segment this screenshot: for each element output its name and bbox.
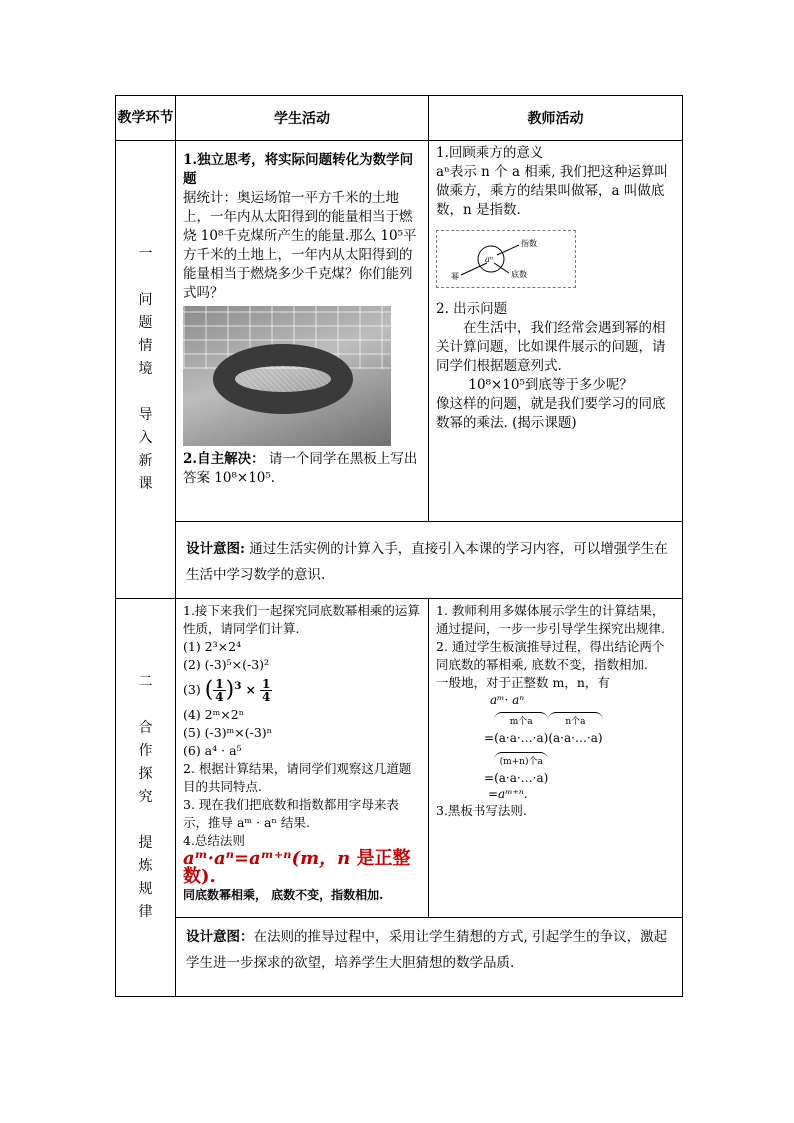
derive-line1: aᵐ· aⁿ [490, 693, 525, 707]
stage2-student [176, 599, 429, 918]
stage2-t-p2: 2. 通过学生板演推导过程，得出结论两个同底数的幂相乘, 底数不变，指数相加. [436, 639, 665, 672]
stadium-photo [183, 306, 391, 446]
header-teacher: 教师活动 [429, 96, 683, 141]
stage2-item1: (1) 2³×2⁴ [183, 639, 242, 654]
stage1-t-p2-tail: 像这样的问题，就是我们要学习的同底数幂的乘法. (揭示课题) [436, 396, 666, 431]
diagram-power-label: 幂 [451, 272, 459, 281]
stage1-intent [176, 522, 683, 599]
diagram-center-label: aⁿ [485, 255, 494, 264]
stage2-intent-label: 设计意图： [186, 929, 254, 945]
stage2-intent [176, 918, 683, 997]
diagram-exponent-label: 指数 [521, 239, 537, 248]
stage2-item5: (5) (-3)ᵐ×(-3)ⁿ [183, 725, 273, 741]
stage2-item4: (4) 2ᵐ×2ⁿ [183, 707, 245, 723]
derive-line2: =m个a (a·a·…·a) n个a (a·a·…·a) [484, 712, 676, 746]
stage2-item2: (2) (-3)⁵×(-3)² [183, 657, 270, 672]
stage2-intent-text: 在法则的推导过程中，采用让学生猜想的方式, 引起学生的争议，激起学生进一步探求的欲望，培养学生大胆猜想的数学品质. [186, 929, 668, 971]
stage1-step1-text: 据统计：奥运场馆一平方千米的土地上，一年内从太阳得到的能量相当于燃烧 10⁸千克煤所产生的能量.那么 10⁵平方千米的土地上，一年内从太阳得到的能量相当于燃烧多少千克煤？你们能列式吗？ [183, 190, 417, 301]
stage2-item6: (6) a⁴ · a⁵ [183, 743, 242, 759]
header-stage: 教学环节 [116, 96, 176, 141]
stage2-intent-row [116, 918, 683, 997]
stage1-intent-row [116, 522, 683, 599]
stage2-step3: 3. 现在我们把底数和指数都用字母来表示，推导 aᵐ · aⁿ 结果. [183, 797, 399, 831]
stage1-row [116, 141, 683, 522]
stage2-step1: 1.接下来我们一起探究同底数幂相乘的运算性质，请同学们计算. [183, 603, 420, 636]
stage1-label: 一 问 题 情 境 导 入 新 课 [116, 141, 176, 599]
stage1-t-p1-title: 1.回顾乘方的意义 [436, 145, 544, 161]
derive-line3: =(m+n)个a (a·a·…·a) [484, 752, 676, 786]
stage1-student [176, 141, 429, 522]
stage2-rule-words: 同底数幂相乘， 底数不变，指数相加. [183, 888, 384, 903]
stage1-t-p2-text: 在生活中，我们经常会遇到幂的相关计算问题，比如课件展示的问题，请同学们根据题意列式. [436, 320, 666, 374]
header-student: 学生活动 [176, 96, 429, 141]
power-diagram [436, 230, 576, 288]
stage1-t-p2-title: 2. 出示问题 [436, 301, 508, 317]
stage2-t-p3: 一般地，对于正整数 m，n，有 [436, 675, 610, 690]
stage2-t-p1: 1. 教师利用多媒体展示学生的计算结果，通过提问，一步一步引导学生探究出规律. [436, 603, 665, 636]
stage2-row [116, 599, 683, 918]
stage1-t-p1-text: aⁿ表示 n 个 a 相乘, 我们把这种运算叫做乘方，乘方的结果叫做幂，a 叫做底数，n 是指数. [436, 164, 668, 218]
stage1-teacher [429, 141, 683, 522]
stage2-teacher [429, 599, 683, 918]
stage1-t-p2-question: 10⁸×10⁵到底等于多少呢？ [468, 377, 633, 393]
stage1-step2-title: 2.自主解决： [183, 451, 265, 467]
diagram-base-label: 底数 [511, 270, 527, 279]
stage2-rule-formula: aᵐ·aⁿ=aᵐ⁺ⁿ(m，n 是正整数). [183, 848, 411, 888]
header-row [116, 96, 683, 141]
derive-line4: =aᵐ⁺ⁿ. [488, 787, 528, 801]
stage2-item3: (3) ( $\frac{1}{4})^3$ × $\frac{1}{4}$ [183, 677, 271, 705]
stage1-intent-label: 设计意图: [186, 541, 245, 557]
lesson-table [115, 95, 683, 997]
stage2-step2: 2. 根据计算结果，请同学们观察这几道题目的共同特点. [183, 761, 412, 795]
stage1-step2-text: 请一个同学在黑板上写出答案 10⁸×10⁵. [183, 451, 418, 486]
stage1-intent-text: 通过生活实例的计算入手，直接引入本课的学习内容，可以增强学生在生活中学习数学的意识. [186, 541, 668, 583]
stage1-step1-title: 1.独立思考，将实际问题转化为数学问题 [183, 152, 414, 187]
stage2-step4: 4.总结法则 [183, 833, 245, 849]
stage2-label: 二 合 作 探 究 提 炼 规 律 [116, 599, 176, 997]
derivation [436, 692, 676, 802]
stage2-t-p4: 3.黑板书写法则. [436, 803, 527, 818]
